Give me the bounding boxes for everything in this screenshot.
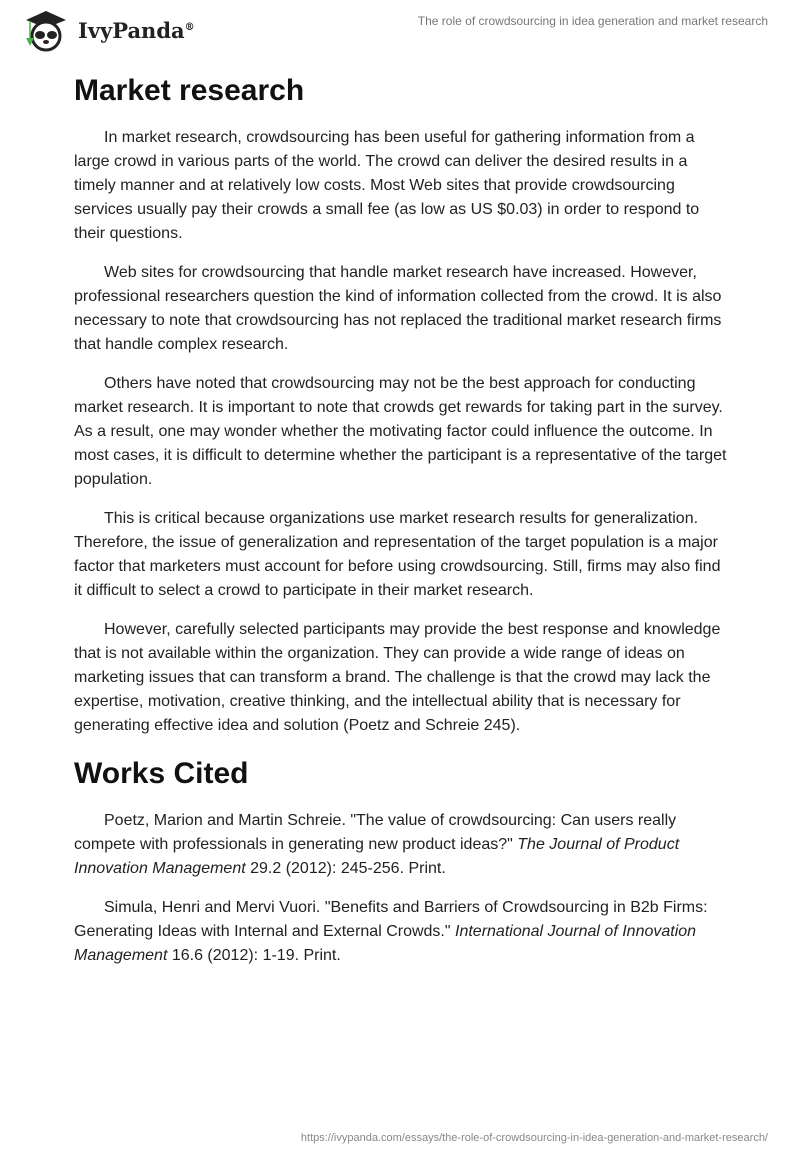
panda-graduate-icon xyxy=(20,8,72,52)
ivypanda-logo[interactable] xyxy=(20,8,195,52)
document-title: The role of crowdsourcing in idea generation and market research xyxy=(417,14,768,28)
citation: Poetz, Marion and Martin Schreie. "The value of crowdsourcing: Can users really compete with professionals in generating new product ideas?" The Journal of Product Innovation Management 29.2 (2012): 245-256. Print. xyxy=(74,812,680,877)
works-cited-heading: Works Cited xyxy=(74,757,249,790)
paragraph: This is critical because organizations use market research results for generalization. Therefore, the issue of generalization and representation of the target population is a major factor that marketers must account for before using crowdsourcing. Still, firms may also find it difficult to select a crowd to participate in their market research. xyxy=(74,510,721,599)
paragraph: Web sites for crowdsourcing that handle market research have increased. However, professional researchers question the kind of information collected from the crowd. It is also necessary to note that crowdsourcing has not replaced the traditional market research firms that handle complex research. xyxy=(74,264,722,353)
section-heading: Market research xyxy=(74,74,305,107)
paragraph: Others have noted that crowdsourcing may not be the best approach for conducting market research. It is important to note that crowds get rewards for taking part in the survey. As a result, one may wonder whether the motivating factor could influence the outcome. In most cases, it is difficult to determine whether the participant is a representative of the target population. xyxy=(74,375,727,488)
essay-content xyxy=(74,70,729,983)
logo-text: IvyPanda® xyxy=(78,17,195,43)
citation: Simula, Henri and Mervi Vuori. "Benefits and Barriers of Crowdsourcing in B2b Firms: Generating Ideas with Internal and External Crowds." International Journal of Innovation Management 16.6 (2012): 1-19. Print. xyxy=(74,899,708,964)
paragraph: However, carefully selected participants may provide the best response and knowledge that is not available within the organization. They can provide a wide range of ideas on marketing issues that can transform a brand. The challenge is that the crowd may lack the expertise, motivation, creative thinking, and the intellectual ability that is necessary for generating effective idea and solution (Poetz and Schreie 245). xyxy=(74,621,721,734)
source-url[interactable]: https://ivypanda.com/essays/the-role-of-crowdsourcing-in-idea-generation-and-market-research/ xyxy=(300,1132,768,1144)
paragraph: In market research, crowdsourcing has been useful for gathering information from a large crowd in various parts of the world. The crowd can deliver the desired results in a timely manner and at relatively low costs. Most Web sites that provide crowdsourcing services usually pay their crowds a small fee (as low as US $0.03) in order to respond to their questions. xyxy=(74,129,700,242)
